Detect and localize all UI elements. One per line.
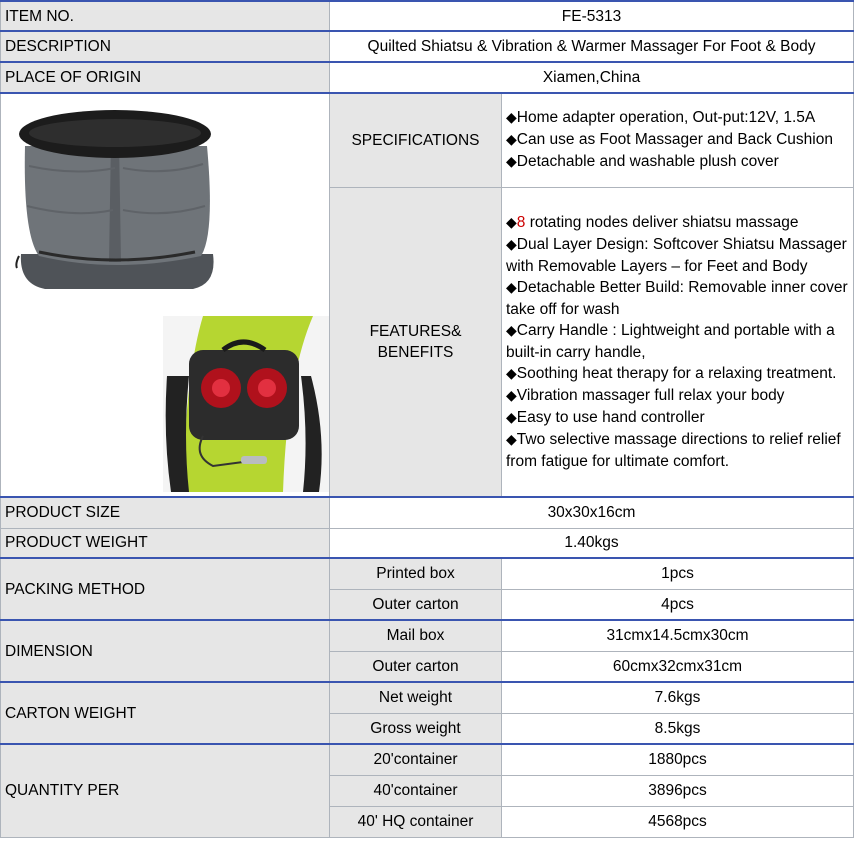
carton-weight-label: CARTON WEIGHT	[1, 682, 330, 744]
carton-weight-sub-value: 7.6kgs	[502, 682, 854, 713]
row-product-weight	[1, 528, 854, 558]
carton-weight-sub-value: 8.5kgs	[502, 713, 854, 744]
origin-value: Xiamen,China	[330, 62, 854, 93]
feature-item: ◆Vibration massager full relax your body	[506, 386, 785, 404]
packing-sub-label: Printed box	[330, 558, 502, 589]
features-label: FEATURES& BENEFITS	[330, 187, 502, 497]
product-images-cell	[1, 93, 330, 497]
diamond-bullet-icon: ◆	[506, 279, 517, 296]
row-quantity-1	[1, 744, 854, 775]
row-origin	[1, 62, 854, 93]
foot-massager-photo	[15, 106, 225, 294]
dimension-label: DIMENSION	[1, 620, 330, 682]
product-size-label: PRODUCT SIZE	[1, 497, 330, 528]
item-no-label: ITEM NO.	[1, 1, 330, 31]
diamond-bullet-icon: ◆	[506, 236, 517, 253]
product-size-value: 30x30x16cm	[330, 497, 854, 528]
row-specifications	[1, 93, 854, 187]
feature-item: ◆Carry Handle : Lightweight and portable with a built-in carry handle,	[506, 321, 835, 361]
quantity-sub-value: 3896pcs	[502, 775, 854, 806]
spec-item: ◆Home adapter operation, Out-put:12V, 1.5A	[506, 109, 816, 127]
diamond-bullet-icon: ◆	[506, 110, 517, 127]
specifications-label: SPECIFICATIONS	[330, 93, 502, 187]
back-cushion-chair-photo	[163, 316, 329, 492]
carton-weight-sub-label: Net weight	[330, 682, 502, 713]
quantity-per-label: QUANTITY PER	[1, 744, 330, 837]
dimension-sub-label: Mail box	[330, 620, 502, 651]
description-label: DESCRIPTION	[1, 31, 330, 62]
packing-sub-value: 4pcs	[502, 589, 854, 620]
feature-item: ◆Dual Layer Design: Softcover Shiatsu Massager with Removable Layers – for Feet and Body	[506, 235, 847, 275]
diamond-bullet-icon: ◆	[506, 365, 517, 382]
row-packing-1	[1, 558, 854, 589]
spec-item: ◆Can use as Foot Massager and Back Cushion	[506, 131, 833, 149]
dimension-sub-value: 60cmx32cmx31cm	[502, 651, 854, 682]
carton-weight-sub-label: Gross weight	[330, 713, 502, 744]
origin-label: PLACE OF ORIGIN	[1, 62, 330, 93]
row-description	[1, 31, 854, 62]
row-dimension-1	[1, 620, 854, 651]
quantity-sub-value: 1880pcs	[502, 744, 854, 775]
quantity-sub-value: 4568pcs	[502, 806, 854, 837]
quantity-sub-label: 20'container	[330, 744, 502, 775]
spec-item: ◆Detachable and washable plush cover	[506, 153, 779, 171]
packing-sub-label: Outer carton	[330, 589, 502, 620]
features-list	[502, 187, 854, 497]
specifications-list	[502, 93, 854, 187]
diamond-bullet-icon: ◆	[506, 132, 517, 149]
dimension-sub-value: 31cmx14.5cmx30cm	[502, 620, 854, 651]
diamond-bullet-icon: ◆	[506, 154, 517, 171]
quantity-sub-label: 40' HQ container	[330, 806, 502, 837]
product-weight-value: 1.40kgs	[330, 528, 854, 558]
feature-item: ◆Two selective massage directions to relief relief from fatigue for ultimate comfort.	[506, 430, 841, 470]
feature-item: ◆Soothing heat therapy for a relaxing treatment.	[506, 364, 837, 382]
diamond-bullet-icon: ◆	[506, 214, 517, 231]
feature-item: ◆8 rotating nodes deliver shiatsu massage	[506, 213, 799, 231]
packing-method-label: PACKING METHOD	[1, 558, 330, 620]
quantity-sub-label: 40'container	[330, 775, 502, 806]
diamond-bullet-icon: ◆	[506, 387, 517, 404]
product-weight-label: PRODUCT WEIGHT	[1, 528, 330, 558]
feature-item: ◆Detachable Better Build: Removable inner cover take off for wash	[506, 278, 848, 318]
diamond-bullet-icon: ◆	[506, 322, 517, 339]
diamond-bullet-icon: ◆	[506, 409, 517, 426]
item-no-value: FE-5313	[330, 1, 854, 31]
packing-sub-value: 1pcs	[502, 558, 854, 589]
description-value: Quilted Shiatsu & Vibration & Warmer Massager For Foot & Body	[330, 31, 854, 62]
feature-highlight-number: 8	[516, 213, 526, 231]
feature-item: ◆Easy to use hand controller	[506, 408, 705, 426]
row-product-size	[1, 497, 854, 528]
diamond-bullet-icon: ◆	[506, 431, 517, 448]
row-carton-weight-1	[1, 682, 854, 713]
row-item-no	[1, 1, 854, 31]
dimension-sub-label: Outer carton	[330, 651, 502, 682]
